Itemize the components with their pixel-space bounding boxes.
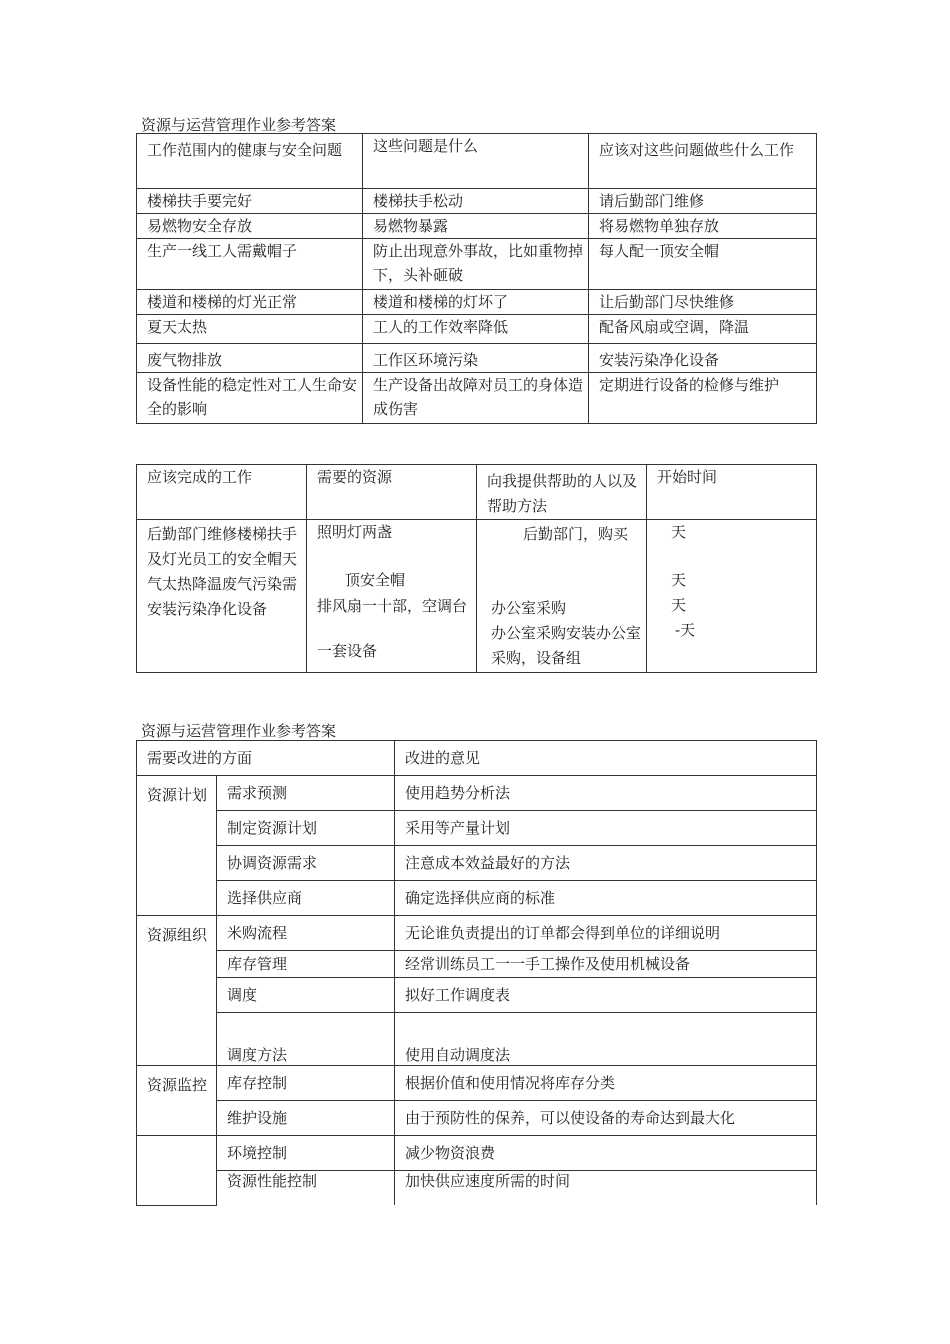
work-plan-table <box>136 464 817 673</box>
table-cell: 防止出现意外事故，比如重物掉下，头补砸破 <box>363 239 589 290</box>
table-cell: 设备性能的稳定性对工人生命安全的影响 <box>137 373 363 424</box>
aspect-cell: 米购流程 <box>217 916 395 951</box>
improvement-table <box>136 740 817 1206</box>
advice-cell: 由于预防性的保养，可以使设备的寿命达到最大化 <box>395 1101 817 1136</box>
advice-cell: 拟好工作调度表 <box>395 978 817 1013</box>
aspect-cell: 库存管理 <box>217 951 395 978</box>
advice-cell: 经常训练员工一一手工操作及使用机械设备 <box>395 951 817 978</box>
resources-cell <box>307 520 477 673</box>
times-cell <box>647 520 817 673</box>
table-cell: 楼道和楼梯的灯坏了 <box>363 290 589 315</box>
header-cell: 应该完成的工作 <box>137 465 307 520</box>
table-cell: 工人的工作效率降低 <box>363 315 589 344</box>
table-row <box>137 951 817 978</box>
advice-cell: 确定选择供应商的标准 <box>395 881 817 916</box>
table-cell: 楼梯扶手要完好 <box>137 189 363 214</box>
aspect-cell: 资源性能控制 <box>217 1171 395 1206</box>
table-header-row <box>137 134 817 189</box>
aspect-cell: 环境控制 <box>217 1136 395 1171</box>
caption-3: 资源与运营管理作业参考答案 <box>141 722 337 740</box>
header-cell: 需要改进的方面 <box>137 741 395 776</box>
table-cell: 将易燃物单独存放 <box>589 214 817 239</box>
table-cell: 让后勤部门尽快维修 <box>589 290 817 315</box>
time-item: 天 <box>671 523 687 541</box>
advice-cell: 无论谁负责提出的订单都会得到单位的详细说明 <box>395 916 817 951</box>
table-header-row <box>137 465 817 520</box>
advice-cell: 根据价值和使用情况将库存分类 <box>395 1066 817 1101</box>
table-row <box>137 520 817 673</box>
advice-cell: 加快供应速度所需的时间 <box>395 1171 817 1206</box>
table-cell: 易燃物安全存放 <box>137 214 363 239</box>
group-cell: 资源计划 <box>137 776 217 916</box>
aspect-cell: 协调资源需求 <box>217 846 395 881</box>
group-cell: 资源组织 <box>137 916 217 1066</box>
table-row <box>137 315 817 344</box>
table-row <box>137 1066 817 1101</box>
aspect-cell: 制定资源计划 <box>217 811 395 846</box>
advice-cell: 减少物资浪费 <box>395 1136 817 1171</box>
helper-item: 后勤部门，购买 <box>523 525 629 543</box>
table-cell: 定期进行设备的检修与维护 <box>589 373 817 424</box>
aspect-cell: 需求预测 <box>217 776 395 811</box>
time-item: -天 <box>675 621 696 639</box>
group-cell: 资源监控 <box>137 1066 217 1136</box>
aspect-cell: 选择供应商 <box>217 881 395 916</box>
helper-item: 办公室采购安装办公室采购，设备组 <box>491 624 642 667</box>
table-cell: 夏天太热 <box>137 315 363 344</box>
resource-item: 一套设备 <box>317 642 378 660</box>
table-cell: 生产一线工人需戴帽子 <box>137 239 363 290</box>
resource-item: 顶安全帽 <box>345 571 406 589</box>
table-row <box>137 846 817 881</box>
header-cell: 开始时间 <box>647 465 817 520</box>
advice-cell: 使用趋势分析法 <box>395 776 817 811</box>
advice-cell: 使用自动调度法 <box>395 1013 817 1066</box>
table-cell: 每人配一顶安全帽 <box>589 239 817 290</box>
table-cell: 工作区环境污染 <box>363 344 589 373</box>
work-cell: 后勤部门维修楼梯扶手及灯光员工的安全帽天气太热降温废气污染需安装污染净化设备 <box>137 520 307 673</box>
table-row <box>137 1101 817 1136</box>
helpers-cell <box>477 520 647 673</box>
header-cell: 向我提供帮助的人以及帮助方法 <box>477 465 647 520</box>
table-cell: 废气物排放 <box>137 344 363 373</box>
group-cell <box>137 1136 217 1206</box>
table-cell: 请后勤部门维修 <box>589 189 817 214</box>
advice-cell: 注意成本效益最好的方法 <box>395 846 817 881</box>
header-cell: 应该对这些问题做些什么工作 <box>589 134 817 189</box>
table-row <box>137 290 817 315</box>
table-cell: 生产设备出故障对员工的身体造成伤害 <box>363 373 589 424</box>
advice-cell: 采用等产量计划 <box>395 811 817 846</box>
table-row <box>137 344 817 373</box>
table-row <box>137 214 817 239</box>
resource-item: 排风扇一十部，空调台 <box>317 597 468 615</box>
table-row <box>137 373 817 424</box>
aspect-cell: 调度方法 <box>217 1013 395 1066</box>
header-cell: 这些问题是什么 <box>363 134 589 189</box>
header-cell: 工作范围内的健康与安全问题 <box>137 134 363 189</box>
table-cell: 易燃物暴露 <box>363 214 589 239</box>
table-header-row <box>137 741 817 776</box>
helper-item: 办公室采购 <box>491 599 567 617</box>
caption-1: 资源与运营管理作业参考答案 <box>141 116 337 134</box>
time-item: 天 <box>671 571 687 589</box>
table-row <box>137 1013 817 1066</box>
table-row <box>137 1136 817 1171</box>
header-cell: 需要的资源 <box>307 465 477 520</box>
table-row <box>137 239 817 290</box>
table-row <box>137 916 817 951</box>
aspect-cell: 调度 <box>217 978 395 1013</box>
table-cell: 楼道和楼梯的灯光正常 <box>137 290 363 315</box>
table-row <box>137 881 817 916</box>
time-item: 天 <box>671 596 687 614</box>
table-cell: 楼梯扶手松动 <box>363 189 589 214</box>
table-row <box>137 776 817 811</box>
table-row <box>137 978 817 1013</box>
aspect-cell: 维护设施 <box>217 1101 395 1136</box>
table-row <box>137 189 817 214</box>
table-cell: 安装污染净化设备 <box>589 344 817 373</box>
table-row <box>137 1171 817 1206</box>
table-cell: 配备风扇或空调，降温 <box>589 315 817 344</box>
aspect-cell: 库存控制 <box>217 1066 395 1101</box>
resource-item: 照明灯两盏 <box>317 523 393 541</box>
table-row <box>137 811 817 846</box>
safety-issues-table <box>136 133 817 424</box>
header-cell: 改进的意见 <box>395 741 817 776</box>
